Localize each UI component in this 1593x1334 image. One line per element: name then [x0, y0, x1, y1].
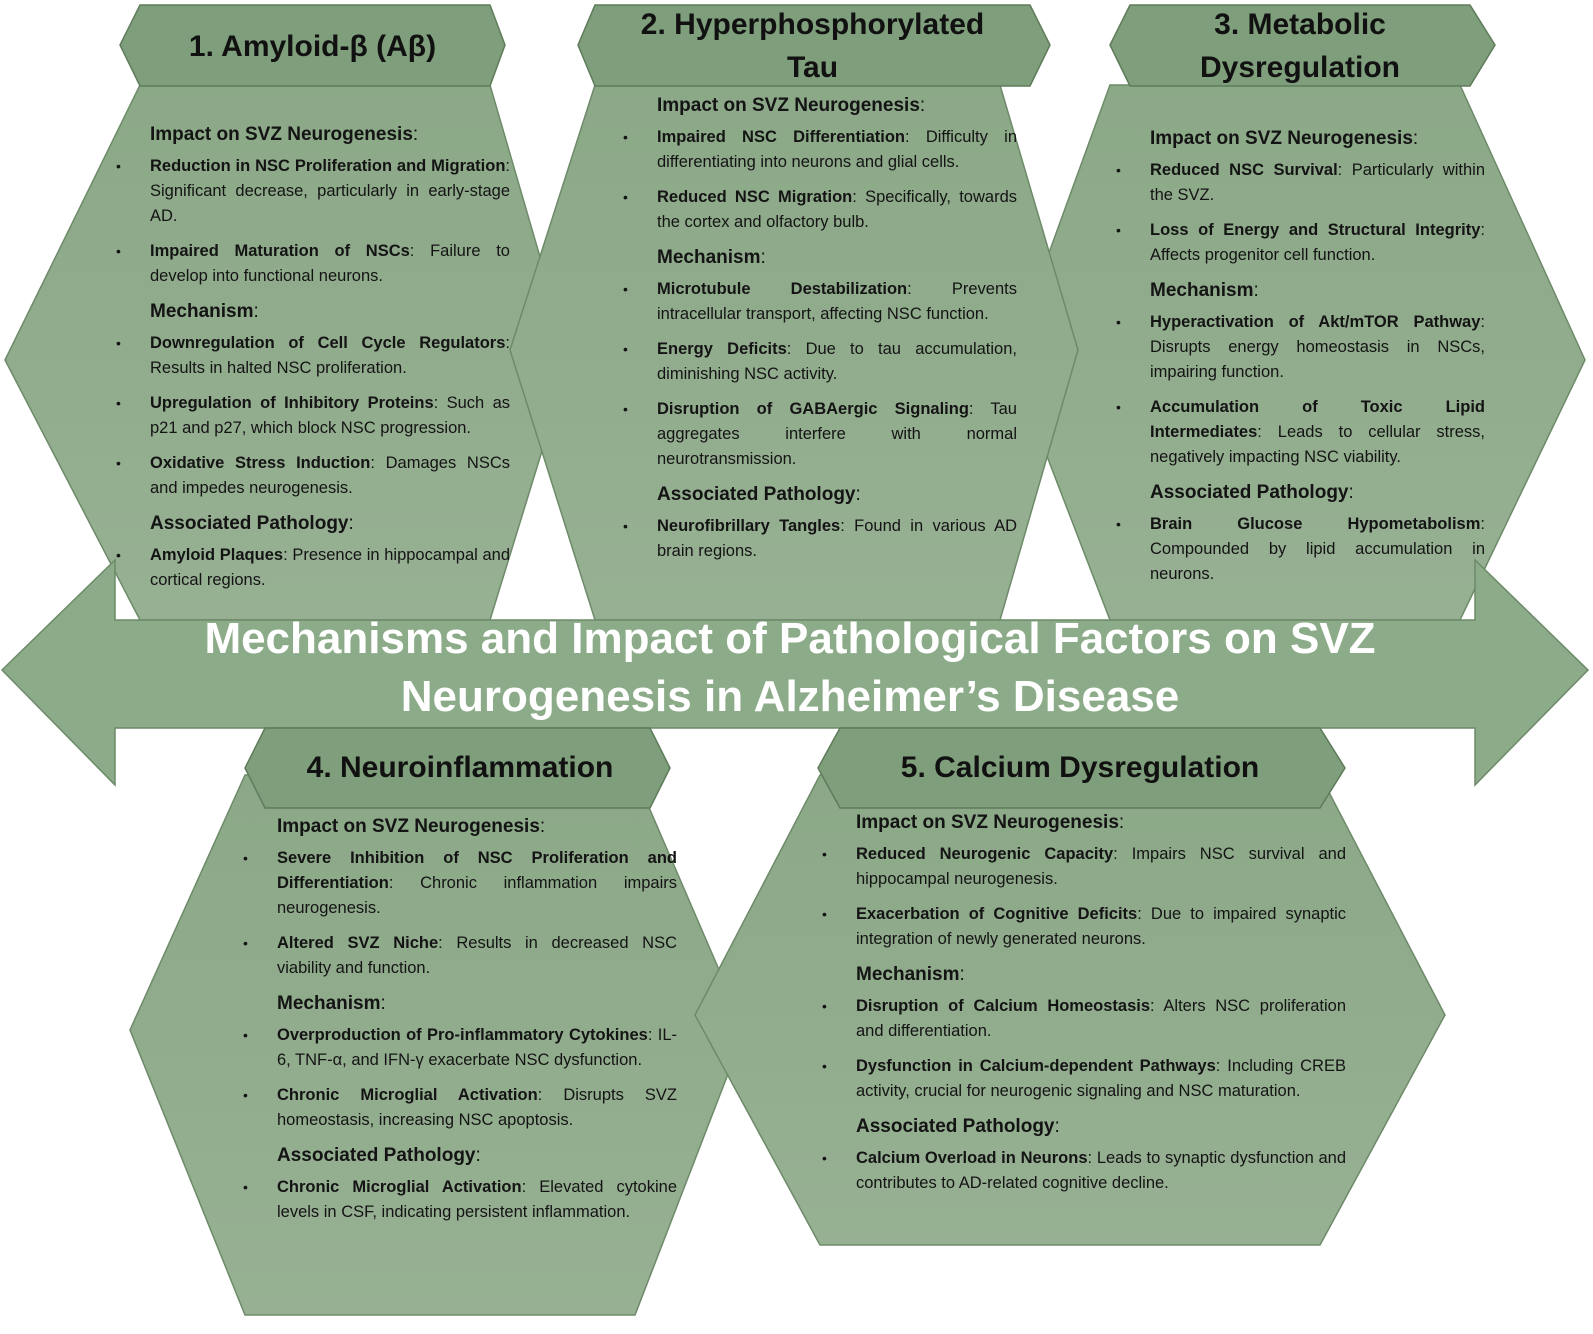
bullet-item: • Dysfunction in Calcium-dependent Pathways: Including CREB activity, crucial for neurogenic signaling and NSC maturation.	[856, 1054, 1346, 1104]
factor-header-calcium: 5. Calcium Dysregulation	[900, 751, 1260, 784]
section-heading: Associated Pathology:	[856, 1116, 1060, 1137]
section-heading: Mechanism:	[657, 247, 766, 268]
bullet-item: • Exacerbation of Cognitive Deficits: Due to impaired synaptic integration of newly generated neurons.	[856, 902, 1346, 952]
section-heading: Impact on SVZ Neurogenesis:	[657, 95, 926, 116]
factor-content-tau	[657, 87, 1017, 574]
bullet-item: • Accumulation of Toxic Lipid Intermediates: Leads to cellular stress, negatively impacting NSC viability.	[1150, 395, 1485, 470]
bullet-item: • Oxidative Stress Induction: Damages NSCs and impedes neurogenesis.	[150, 451, 510, 501]
factor-header-metabolic: 3. Metabolic Dysregulation	[1199, 8, 1401, 84]
bullet-item: • Altered SVZ Niche: Results in decreased NSC viability and function.	[277, 931, 677, 981]
section-heading: Impact on SVZ Neurogenesis:	[1150, 128, 1419, 149]
bullet-item: • Microtubule Destabilization: Prevents intracellular transport, affecting NSC function.	[657, 277, 1017, 327]
bullet-item: • Reduced NSC Survival: Particularly within the SVZ.	[1150, 158, 1485, 208]
bullet-item: • Impaired NSC Differentiation: Difficulty in differentiating into neurons and glial cells.	[657, 125, 1017, 175]
bullet-item: • Severe Inhibition of NSC Proliferation and Differentiation: Chronic inflammation impairs neurogenesis.	[277, 846, 677, 921]
bullet-item: • Brain Glucose Hypometabolism: Compounded by lipid accumulation in neurons.	[1150, 512, 1485, 587]
bullet-list	[856, 994, 1346, 1104]
section-heading: Impact on SVZ Neurogenesis:	[150, 124, 419, 145]
bullet-item: • Loss of Energy and Structural Integrity: Affects progenitor cell function.	[1150, 218, 1485, 268]
bullet-item: • Overproduction of Pro-inflammatory Cytokines: IL-6, TNF-α, and IFN-γ exacerbate NSC dysfunction.	[277, 1023, 677, 1073]
section-heading: Associated Pathology:	[150, 513, 354, 534]
section-heading: Mechanism:	[856, 964, 965, 985]
bullet-item: • Reduced NSC Migration: Specifically, towards the cortex and olfactory bulb.	[657, 185, 1017, 235]
factor-content-metabolic	[1150, 120, 1485, 597]
bullet-item: • Hyperactivation of Akt/mTOR Pathway: Disrupts energy homeostasis in NSCs, impairing function.	[1150, 310, 1485, 385]
bullet-item: • Calcium Overload in Neurons: Leads to synaptic dysfunction and contributes to AD-related cognitive decline.	[856, 1146, 1346, 1196]
bullet-item: • Chronic Microglial Activation: Disrupts SVZ homeostasis, increasing NSC apoptosis.	[277, 1083, 677, 1133]
section-heading: Associated Pathology:	[657, 484, 861, 505]
bullet-list	[277, 846, 677, 981]
bullet-item: • Neurofibrillary Tangles: Found in various AD brain regions.	[657, 514, 1017, 564]
section-heading: Impact on SVZ Neurogenesis:	[277, 816, 546, 837]
bullet-item: • Amyloid Plaques: Presence in hippocampal and cortical regions.	[150, 543, 510, 593]
factor-header-tau: 2. Hyperphosphorylated Tau	[640, 8, 985, 84]
bullet-list	[150, 543, 510, 593]
bullet-item: • Disruption of GABAergic Signaling: Tau aggregates interfere with normal neurotransmission.	[657, 397, 1017, 472]
bullet-list	[1150, 310, 1485, 470]
bullet-item: • Disruption of Calcium Homeostasis: Alters NSC proliferation and differentiation.	[856, 994, 1346, 1044]
section-heading: Mechanism:	[150, 301, 259, 322]
factor-header-amyloid: 1. Amyloid-β (Aβ)	[188, 30, 437, 63]
factor-content-neuroinflammation	[277, 808, 677, 1235]
section-heading: Mechanism:	[1150, 280, 1259, 301]
section-heading: Associated Pathology:	[1150, 482, 1354, 503]
bullet-list	[856, 842, 1346, 952]
factor-content-amyloid	[150, 116, 510, 603]
bullet-list	[150, 331, 510, 501]
bullet-item: • Upregulation of Inhibitory Proteins: Such as p21 and p27, which block NSC progression.	[150, 391, 510, 441]
section-heading: Mechanism:	[277, 993, 386, 1014]
bullet-list	[657, 514, 1017, 564]
bullet-list	[657, 277, 1017, 472]
bullet-list	[1150, 158, 1485, 268]
factor-content-calcium	[856, 804, 1346, 1206]
bullet-item: • Chronic Microglial Activation: Elevated cytokine levels in CSF, indicating persistent inflammation.	[277, 1175, 677, 1225]
factor-header-neuroinflammation: 4. Neuroinflammation	[306, 751, 614, 784]
bullet-item: • Energy Deficits: Due to tau accumulation, diminishing NSC activity.	[657, 337, 1017, 387]
bullet-list	[1150, 512, 1485, 587]
bullet-list	[657, 125, 1017, 235]
bullet-item: • Downregulation of Cell Cycle Regulators: Results in halted NSC proliferation.	[150, 331, 510, 381]
bullet-list	[856, 1146, 1346, 1196]
bullet-list	[277, 1023, 677, 1133]
section-heading: Associated Pathology:	[277, 1145, 481, 1166]
bullet-list	[150, 154, 510, 289]
bullet-item: • Impaired Maturation of NSCs: Failure to develop into functional neurons.	[150, 239, 510, 289]
bullet-list	[277, 1175, 677, 1225]
bullet-item: • Reduced Neurogenic Capacity: Impairs NSC survival and hippocampal neurogenesis.	[856, 842, 1346, 892]
bullet-item: • Reduction in NSC Proliferation and Migration: Significant decrease, particularly in early-stage AD.	[150, 154, 510, 229]
diagram-title: Mechanisms and Impact of Pathological Factors on SVZ Neurogenesis in Alzheimer’s Disease	[204, 614, 1376, 721]
section-heading: Impact on SVZ Neurogenesis:	[856, 812, 1125, 833]
